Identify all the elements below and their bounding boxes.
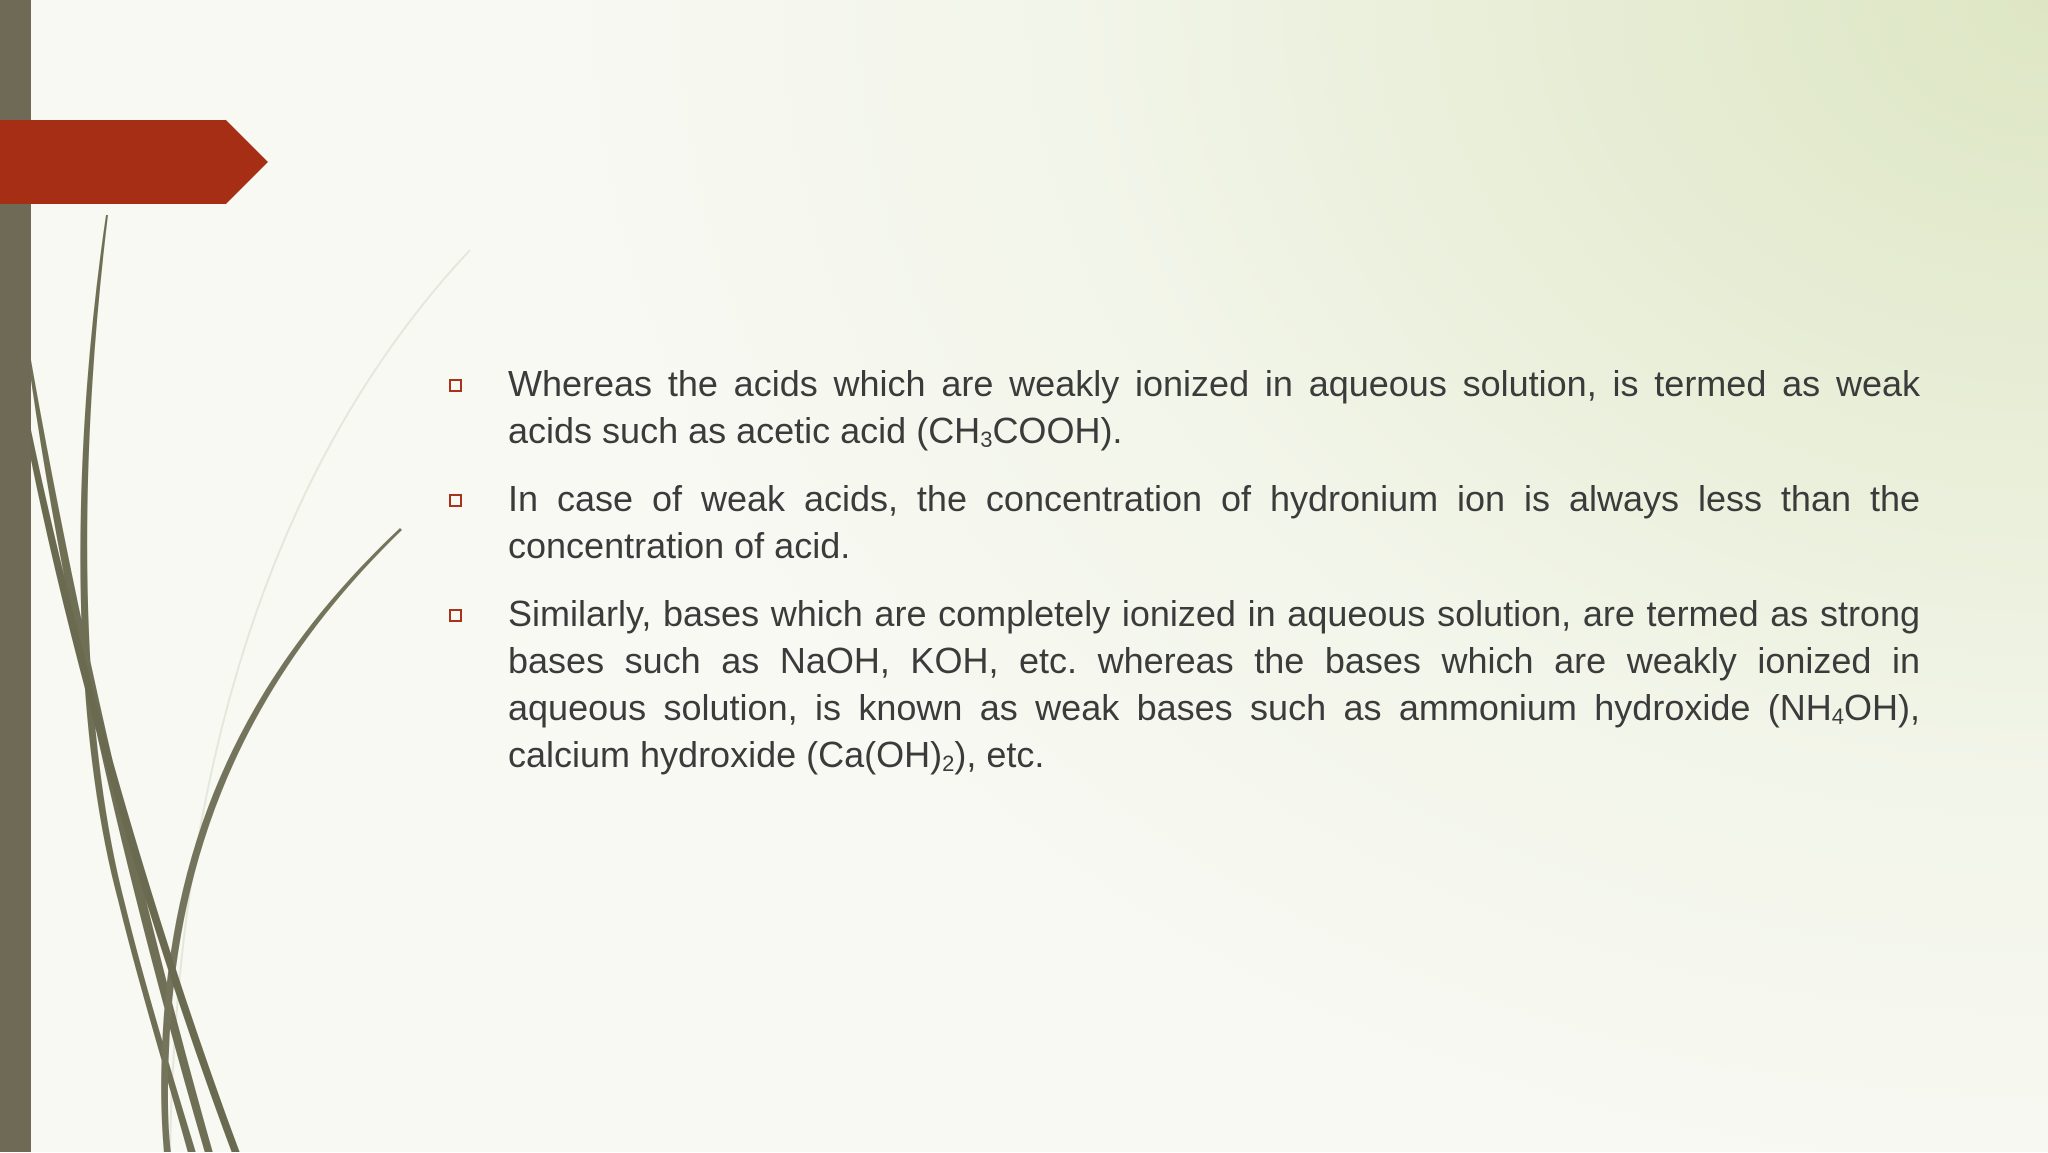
square-bullet-icon bbox=[449, 609, 462, 622]
subscript: 4 bbox=[1831, 704, 1844, 729]
grass-blade-1 bbox=[31, 360, 213, 1153]
grass-blade-3 bbox=[161, 528, 402, 1153]
bullet-text: OH), calcium hydroxide (Ca(OH) bbox=[508, 687, 1920, 775]
bullet-item-bases bbox=[440, 590, 1920, 778]
bullet-text: Similarly, bases which are completely ionized in aqueous solution, are termed as strong bases such as NaOH, KOH, etc. whereas the bases which are weakly ionized in aqueous solution, is known as weak bases such as ammonium hydroxide (NH bbox=[508, 593, 1920, 728]
bullet-text: COOH). bbox=[992, 410, 1123, 451]
bullet-text: Whereas the acids which are weakly ionized in aqueous solution, is termed as weak acids such as acetic acid (CH bbox=[508, 363, 1920, 451]
red-arrow-tab bbox=[0, 120, 268, 204]
faint-arc-line bbox=[170, 250, 470, 1153]
grass-blade-2 bbox=[80, 215, 196, 1153]
bullet-list bbox=[440, 360, 1920, 799]
bullet-item-hydronium bbox=[440, 475, 1920, 569]
square-bullet-icon bbox=[449, 379, 462, 392]
bullet-text: ), etc. bbox=[954, 734, 1045, 775]
bullet-item-weak-acids bbox=[440, 360, 1920, 454]
bullet-text: In case of weak acids, the concentration of hydronium ion is always less than the concentration of acid. bbox=[508, 478, 1920, 566]
subscript: 3 bbox=[980, 427, 993, 452]
square-bullet-icon bbox=[449, 494, 462, 507]
subscript: 2 bbox=[942, 751, 955, 776]
